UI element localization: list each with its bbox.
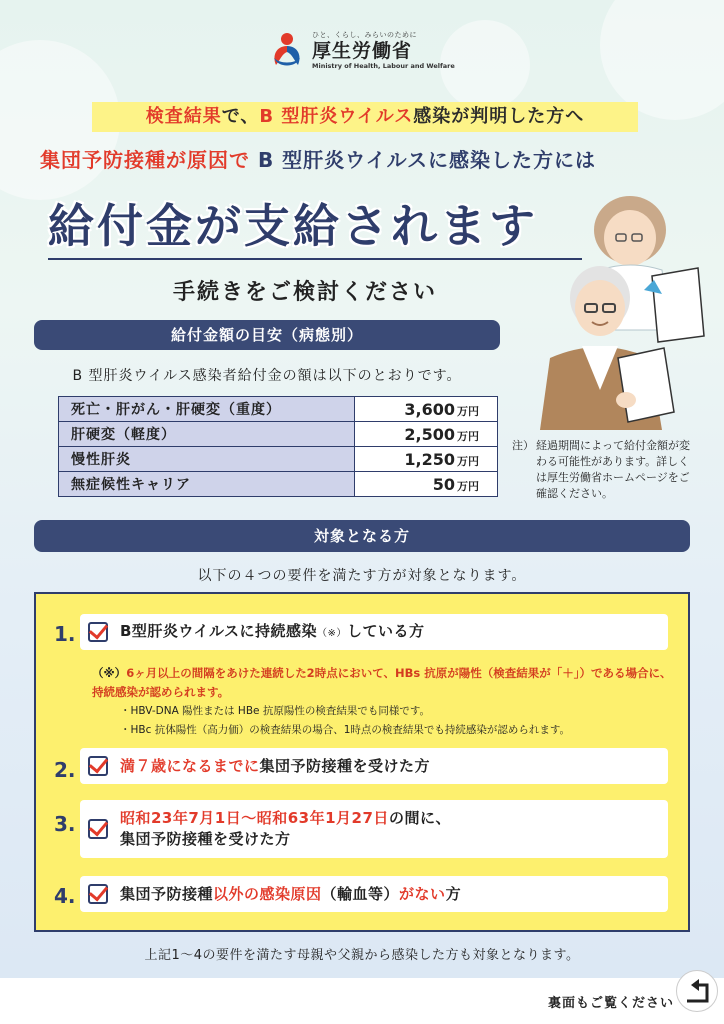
amount-value xyxy=(355,447,498,472)
amount-value xyxy=(355,422,498,447)
text-segment: 集団予防接種 xyxy=(120,884,214,903)
table-row xyxy=(59,447,498,472)
text-segment: B型肝炎ウイルスに持続感染 xyxy=(120,621,318,640)
headline-band xyxy=(92,102,638,132)
requirement-text-line2: 集団予防接種を受けた方 xyxy=(120,830,291,848)
highlight-text: 以外の感染原因 xyxy=(213,884,322,903)
text-segment: B 型肝炎ウイルスに感染した方には xyxy=(250,148,596,172)
amount-intro: B 型肝炎ウイルス感染者給付金の額は以下のとおりです。 xyxy=(72,368,462,384)
couple-illustration xyxy=(530,190,720,430)
checkbox-checked-icon xyxy=(88,756,108,776)
footnote-bullet: ・HBV-DNA 陽性または HBe 抗原陽性の検査結果でも同様です。 xyxy=(120,705,430,717)
requirement-text xyxy=(120,621,424,644)
page-title: 給付金が支給されます xyxy=(48,199,538,253)
ministry-tagline: ひと、くらし、みらいのために xyxy=(312,31,417,39)
requirement-footnote xyxy=(92,664,672,740)
requirement-number: 4. xyxy=(54,884,76,908)
text-segment: 感染が判明した方へ xyxy=(413,106,585,127)
checkbox-checked-icon xyxy=(88,622,108,642)
amount-note xyxy=(512,438,692,502)
text-segment: している方 xyxy=(346,621,425,640)
eligibility-intro: 以下の４つの要件を満たす方が対象となります。 xyxy=(197,568,527,584)
headline-subline xyxy=(40,144,690,173)
amount-number: 3,600 xyxy=(404,399,455,419)
requirement-card xyxy=(80,748,668,784)
text-segment: 方 xyxy=(445,884,462,903)
footnote-bullet: ・HBc 抗体陽性（高力価）の検査結果の場合、1時点の検査結果でも持続感染が認められます。 xyxy=(120,724,571,736)
amount-number: 50 xyxy=(432,474,455,494)
eligibility-section-header: 対象となる方 xyxy=(34,520,690,552)
requirement-card xyxy=(80,876,668,912)
amount-unit: 万円 xyxy=(457,454,479,468)
footer-note: 上記1～4の要件を満たす母親や父親から感染した方も対象となります。 xyxy=(144,948,580,963)
amount-value xyxy=(355,397,498,422)
amount-category: 無症候性キャリア xyxy=(59,472,355,497)
highlight-text: B 型肝炎ウイルス xyxy=(259,106,414,127)
table-row xyxy=(59,422,498,447)
checkbox-checked-icon xyxy=(88,819,108,839)
highlight-text: がない xyxy=(399,884,446,903)
amount-category: 死亡・肝がん・肝硬変（重度） xyxy=(59,397,355,422)
highlight-text: 昭和23年7月1日～昭和63年1月27日 xyxy=(120,809,389,827)
requirement-text xyxy=(120,808,451,850)
ministry-name-en: Ministry of Health, Labour and Welfare xyxy=(312,62,455,70)
amount-number: 1,250 xyxy=(404,449,455,469)
page-subtitle: 手続きをご検討ください xyxy=(172,280,437,305)
table-row xyxy=(59,397,498,422)
text-segment: （輸血等） xyxy=(321,884,400,903)
amount-section-header: 給付金額の目安（病態別） xyxy=(34,320,500,350)
requirement-card xyxy=(80,800,668,858)
title-underline xyxy=(48,258,582,260)
amount-category: 肝硬変（軽度） xyxy=(59,422,355,447)
ministry-emblem-icon xyxy=(268,30,306,70)
requirement-number: 2. xyxy=(54,758,76,782)
amount-number: 2,500 xyxy=(404,424,455,444)
amount-unit: 万円 xyxy=(457,479,479,493)
page-turn-icon xyxy=(676,970,718,1012)
note-label: 注） xyxy=(512,439,534,452)
ministry-name: 厚生労働省 xyxy=(312,40,413,62)
table-row xyxy=(59,472,498,497)
requirement-number: 3. xyxy=(54,812,76,836)
highlight-text: 集団予防接種が原因で xyxy=(40,148,250,172)
see-overleaf-text: 裏面もご覧ください xyxy=(548,996,675,1011)
text-segment: 集団予防接種を受けた方 xyxy=(259,756,431,775)
amount-value xyxy=(355,472,498,497)
text-segment: の間に、 xyxy=(388,809,451,827)
requirement-number: 1. xyxy=(54,622,76,646)
ministry-logo xyxy=(268,30,455,70)
footnote-mark: （※） xyxy=(92,666,127,680)
text-segment: （※） xyxy=(317,627,347,639)
note-text: 経過期間によって給付金額が変わる可能性があります。詳しくは厚生労働省ホームページをご確認ください。 xyxy=(536,439,690,500)
amount-table xyxy=(58,396,498,497)
highlight-text: 検査結果 xyxy=(145,106,222,127)
amount-unit: 万円 xyxy=(457,429,479,443)
requirement-card xyxy=(80,614,668,650)
highlight-text: 満７歳になるまでに xyxy=(120,756,260,775)
text-segment: で、 xyxy=(221,106,260,127)
amount-category: 慢性肝炎 xyxy=(59,447,355,472)
checkbox-checked-icon xyxy=(88,884,108,904)
requirement-text xyxy=(120,756,430,777)
requirement-text xyxy=(120,884,461,905)
footnote-main: 6ヶ月以上の間隔をあけた連続した2時点において、HBs 抗原が陽性（検査結果が「＋」）である場合に、持続感染が認められます。 xyxy=(92,666,672,699)
amount-unit: 万円 xyxy=(457,404,479,418)
